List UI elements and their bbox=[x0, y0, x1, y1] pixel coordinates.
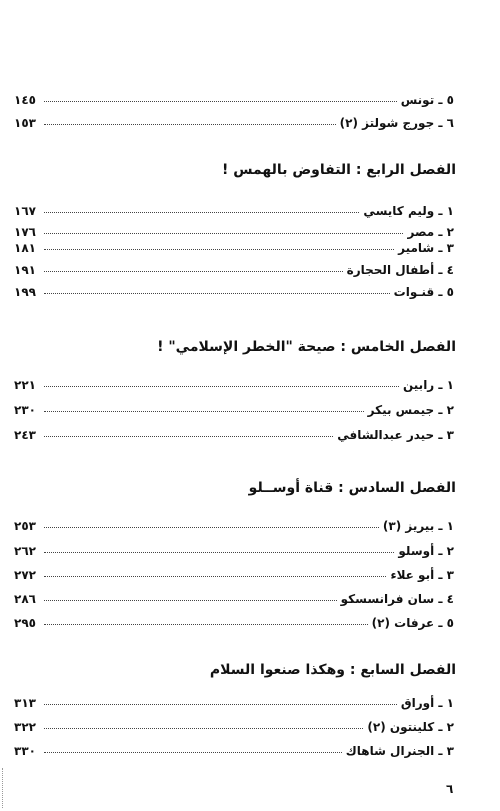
leader-dots bbox=[44, 567, 386, 577]
entry-page: ٢٢١ bbox=[14, 378, 36, 392]
entry-page: ١٦٧ bbox=[14, 204, 36, 218]
entry-title: ٣ ـ شامير bbox=[398, 241, 454, 255]
leader-dots bbox=[44, 402, 364, 412]
leader-dots bbox=[44, 224, 403, 234]
toc-entry bbox=[14, 567, 454, 583]
entry-title: ١ ـ بيريز (٣) bbox=[382, 519, 454, 533]
entry-page: ١٨١ bbox=[14, 241, 36, 255]
leader-dots bbox=[44, 719, 363, 729]
entry-page: ٢٥٣ bbox=[14, 519, 36, 533]
entry-page: ٢٧٢ bbox=[14, 568, 36, 582]
entry-title: ٥ ـ تونس bbox=[400, 93, 454, 107]
toc-entry bbox=[14, 402, 454, 418]
page-number: ٦ bbox=[446, 782, 454, 796]
entry-page: ٢٨٦ bbox=[14, 592, 36, 606]
toc-entry bbox=[14, 591, 454, 607]
toc-entry bbox=[14, 743, 454, 759]
entry-page: ٢٦٢ bbox=[14, 544, 36, 558]
entry-page: ١٥٣ bbox=[14, 116, 36, 130]
entry-title: ٢ ـ جيمس بيكر bbox=[367, 403, 454, 417]
leader-dots bbox=[44, 743, 342, 753]
entry-title: ٥ ـ قنـوات bbox=[393, 285, 454, 299]
leader-dots bbox=[44, 92, 397, 102]
entry-page: ٣١٣ bbox=[14, 696, 36, 710]
chapter-heading: الفصل السادس : قناة أوســلو bbox=[248, 480, 456, 496]
chapter-heading: الفصل الرابع : التفاوض بالهمس ! bbox=[222, 162, 456, 178]
toc-entry bbox=[14, 543, 454, 559]
leader-dots bbox=[44, 203, 359, 213]
toc-entry bbox=[14, 719, 454, 735]
toc-entry bbox=[14, 262, 454, 278]
entry-page: ١٩٩ bbox=[14, 285, 36, 299]
entry-title: ٣ ـ حيدر عبدالشافي bbox=[337, 428, 454, 442]
leader-dots bbox=[44, 591, 337, 601]
entry-title: ٣ ـ الجنرال شاهاك bbox=[345, 744, 454, 758]
entry-title: ٣ ـ أبو علاء bbox=[390, 568, 454, 582]
toc-entry bbox=[14, 377, 454, 393]
entry-title: ١ ـ وليم كايسي bbox=[363, 204, 454, 218]
toc-entry bbox=[14, 240, 454, 256]
entry-page: ١٩١ bbox=[14, 263, 36, 277]
entry-title: ٢ ـ أوسلو bbox=[398, 544, 454, 558]
toc-entry bbox=[14, 224, 454, 240]
entry-page: ٢٤٣ bbox=[14, 428, 36, 442]
entry-title: ٢ ـ كلينتون (٢) bbox=[367, 720, 454, 734]
toc-entry bbox=[14, 92, 454, 108]
entry-title: ٢ ـ مصر bbox=[407, 225, 454, 239]
entry-page: ١٧٦ bbox=[14, 225, 36, 239]
entry-title: ٦ ـ جورج شولتز (٢) bbox=[339, 116, 454, 130]
leader-dots bbox=[44, 377, 399, 387]
leader-dots bbox=[44, 284, 390, 294]
entry-title: ٤ ـ أطفال الحجارة bbox=[346, 263, 454, 277]
leader-dots bbox=[44, 427, 333, 437]
leader-dots bbox=[44, 615, 368, 625]
entry-page: ٣٢٢ bbox=[14, 720, 36, 734]
entry-page: ٢٩٥ bbox=[14, 616, 36, 630]
leader-dots bbox=[44, 115, 336, 125]
leader-dots bbox=[44, 240, 394, 250]
entry-title: ١ ـ رابين bbox=[402, 378, 454, 392]
chapter-heading: الفصل السابع : وهكذا صنعوا السلام bbox=[209, 662, 456, 678]
leader-dots bbox=[44, 695, 397, 705]
toc-entry bbox=[14, 115, 454, 131]
entry-page: ٢٣٠ bbox=[14, 403, 36, 417]
toc-entry bbox=[14, 284, 454, 300]
entry-title: ١ ـ أوراق bbox=[400, 696, 454, 710]
leader-dots bbox=[44, 262, 343, 272]
entry-page: ٣٣٠ bbox=[14, 744, 36, 758]
leader-dots bbox=[44, 518, 379, 528]
toc-entry bbox=[14, 615, 454, 631]
toc-entry bbox=[14, 203, 454, 219]
toc-entry bbox=[14, 518, 454, 534]
entry-title: ٤ ـ سان فرانسسكو bbox=[340, 592, 454, 606]
leader-dots bbox=[44, 543, 394, 553]
toc-entry bbox=[14, 427, 454, 443]
chapter-heading: الفصل الخامس : صيحة "الخطر الإسلامي" ! bbox=[157, 339, 456, 355]
toc-entry bbox=[14, 695, 454, 711]
entry-title: ٥ ـ عرفات (٢) bbox=[371, 616, 454, 630]
scan-edge-mark bbox=[2, 768, 4, 808]
entry-page: ١٤٥ bbox=[14, 93, 36, 107]
